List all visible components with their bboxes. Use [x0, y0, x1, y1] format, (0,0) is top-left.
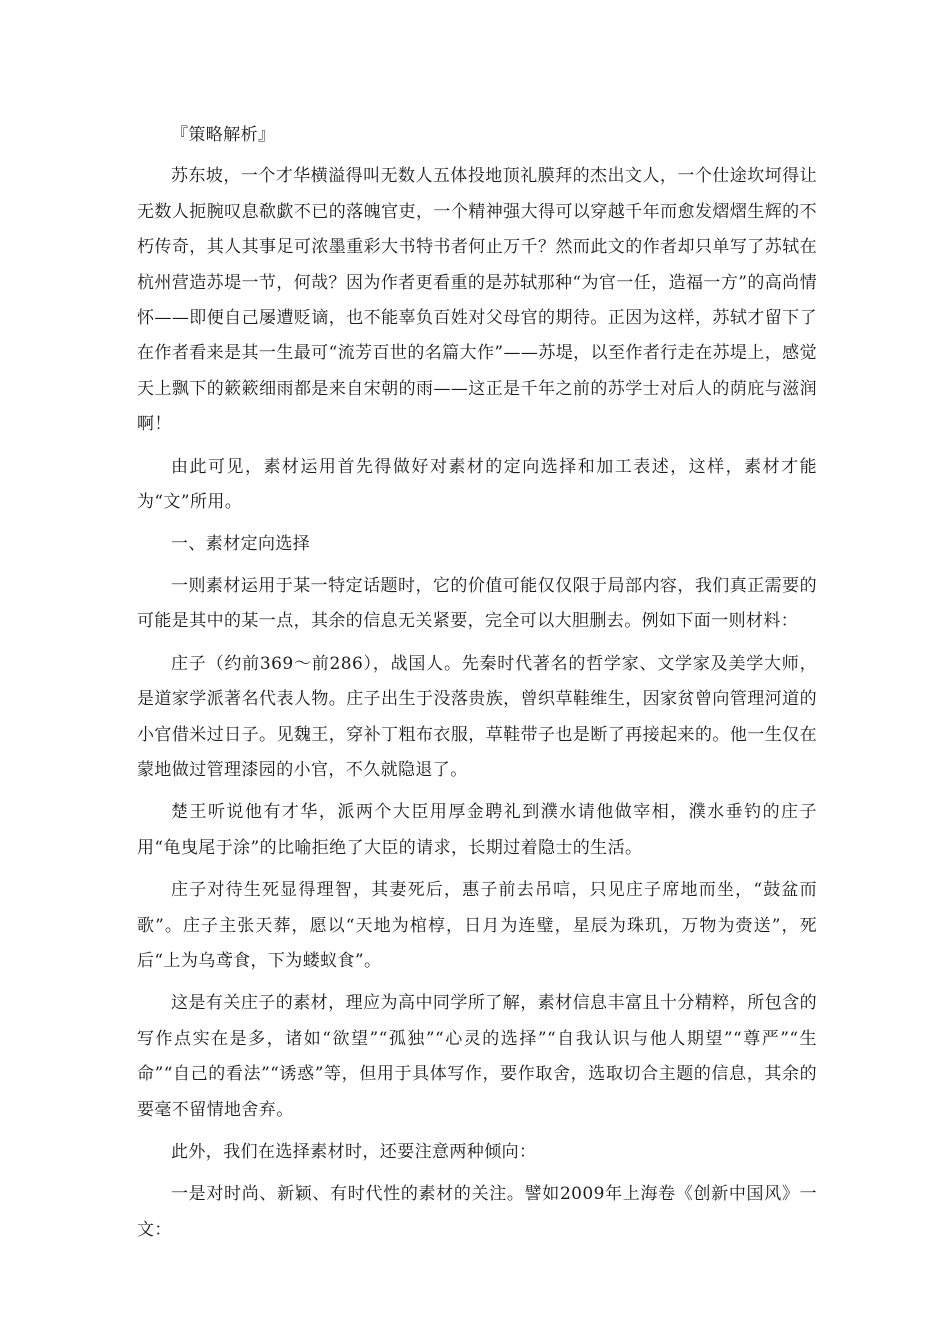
paragraph-two-tendencies: 此外，我们在选择素材时，还要注意两种倾向： [171, 1141, 537, 1162]
document-body [137, 118, 817, 1255]
paragraph-material-value: 一则素材运用于某一特定话题时，它的价值可能仅仅限于局部内容，我们真正需要的可能是其中的某一点，其余的信息无关紧要，完全可以大胆删去。例如下面一则材料： [137, 575, 817, 632]
paragraph-conclusion: 由此可见，素材运用首先得做好对素材的定向选择和加工表述，这样，素材才能为“文”所用。 [137, 456, 817, 513]
section-heading-material-selection: 一、素材定向选择 [171, 534, 311, 555]
section-heading-strategy: 『策略解析』 [171, 125, 276, 145]
paragraph-su-dongpo: 苏东坡，一个才华横溢得叫无数人五体投地顶礼膜拜的杰出文人，一个仕途坎坷得让无数人扼腕叹息欷歔不已的落魄官吏，一个精神强大得可以穿越千年而愈发熠熠生辉的不朽传奇，其人其事足可浓墨重彩大书特书者何止万千？然而此文的作者却只单写了苏轼在杭州营造苏堤一节，何哉？因为作者更看重的是苏轼那种“为官一任，造福一方”的高尚情怀——即便自己屡遭贬谪，也不能辜负百姓对父母官的期待。正因为这样，苏轼才留下了在作者看来是其一生最可“流芳百世的名篇大作”——苏堤，以至作者行走在苏堤上，感觉天上飘下的簌簌细雨都是来自宋朝的雨——这正是千年之前的苏学士对后人的荫庇与滋润啊！ [137, 166, 817, 435]
paragraph-zhuangzi-bio: 庄子（约前369～前286），战国人。先秦时代著名的哲学家、文学家及美学大师，是道家学派著名代表人物。庄子出生于没落贵族，曾织草鞋维生，因家贫曾向管理河道的小官借米过日子。见魏王，穿补丁粗布衣服，草鞋带子也是断了再接起来的。他一生仅在蒙地做过管理漆园的小官，不久就隐退了。 [137, 653, 817, 780]
paragraph-life-death: 庄子对待生死显得理智，其妻死后，惠子前去吊唁，只见庄子席地而坐，“鼓盆而歌”。庄子主张天葬，愿以“天地为棺椁，日月为连璧，星辰为珠玑，万物为赍送”，死后“上为乌鸢食，下为蝼蚁食”。 [137, 880, 817, 971]
paragraph-tendency-one: 一是对时尚、新颖、有时代性的素材的关注。譬如2009年上海卷《创新中国风》一文： [137, 1184, 817, 1240]
paragraph-material-analysis: 这是有关庄子的素材，理应为高中同学所了解，素材信息丰富且十分精粹，所包含的写作点实在是多，诸如“欲望”“孤独”“心灵的选择”“自我认识与他人期望”“尊严”“生命”“自己的看法”“诱惑”等，但用于具体写作，要作取舍，选取切合主题的信息，其余的要毫不留情地舍弃。 [137, 993, 817, 1120]
paragraph-chu-king: 楚王听说他有才华，派两个大臣用厚金聘礼到濮水请他做宰相，濮水垂钓的庄子用“龟曳尾于涂”的比喻拒绝了大臣的请求，长期过着隐士的生活。 [137, 802, 817, 858]
